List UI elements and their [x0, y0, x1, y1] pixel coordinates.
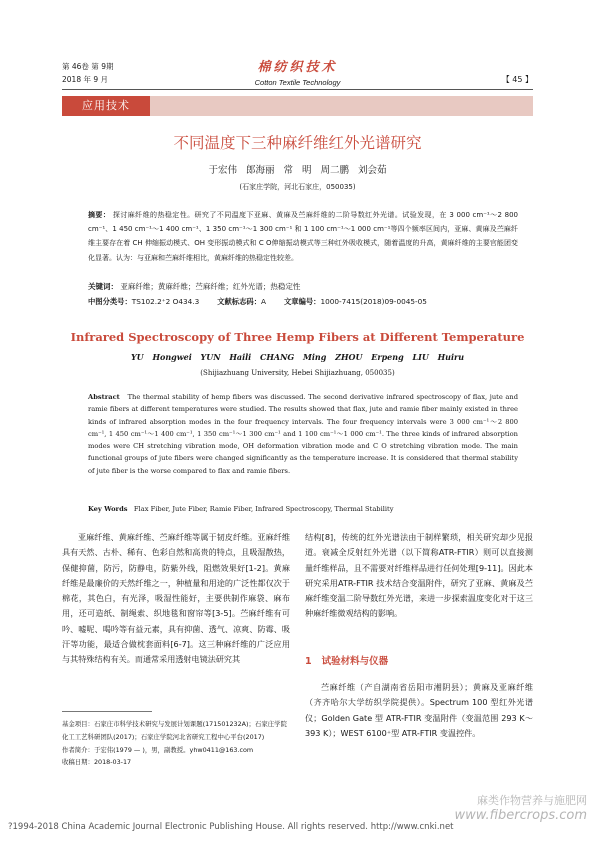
footnote: [62, 718, 292, 769]
keywords-en: [88, 505, 518, 513]
section-heading-1: [305, 653, 388, 667]
watermark-cn: 麻类作物营养与施肥网: [477, 794, 587, 807]
keywords-cn-label: 关键词：: [88, 282, 118, 291]
paper-title-en: Infrared Spectroscopy of Three Hemp Fibers at Different Temperature: [70, 330, 525, 344]
keywords-en-label: Key Words: [88, 505, 128, 513]
section-title: 试验材料与仪器: [321, 656, 389, 667]
authors-cn: 于宏伟 郎海丽 常 明 周二鹏 刘会茹: [208, 165, 387, 176]
clc-label: 中图分类号：: [88, 297, 132, 306]
abstract-cn: [88, 208, 518, 265]
keywords-cn: [88, 281, 518, 292]
section-number: 1: [305, 656, 312, 667]
header-divider: [62, 89, 533, 90]
fund-info: 基金项目：石家庄市科学技术研究与发展计划课题(171501232A)；石家庄学院化工工艺科研团队(2017)；石家庄学院河北省研究工程中心平台(2017): [62, 720, 287, 741]
abstract-cn-label: 摘要：: [88, 211, 111, 219]
affiliation-en: (Shijiazhuang University, Hebei Shijiazhuang, 050035): [200, 369, 395, 377]
footnote-divider: [62, 711, 152, 712]
clc-value: TS102.2⁺2 O434.3: [131, 297, 200, 306]
journal-masthead: [180, 56, 415, 87]
article-number: [284, 297, 427, 307]
article-label: 文章编号：: [284, 297, 321, 306]
body-text-left: 亚麻纤维、黄麻纤维、苎麻纤维等属于韧皮纤维。亚麻纤维具有天然、古朴、稀有、色彩自然和高贵的特点，且吸湿散热，保健抑菌，防污，防静电，防紫外线，阻燃效果好[1-2]。黄麻纤维是最廉价的天然纤维之一，种植量和用途的广泛性都仅次于棉花，其色白，有光泽，吸湿性能好，主要供制作麻袋、麻布用，还可造纸、制绳索、织地毯和窗帘等[3-5]。苎麻纤维有可吟、嘘呢、喝吟等有益元素，具有抑菌、透气、凉爽、防霉、吸汗等功能，最适合做枕套面料[6-7]。这三种麻纤维的广泛应用与其特殊结构有关。而通常采用透射电镜法研究其: [62, 532, 290, 665]
journal-logo: 棉纺织技术: [257, 60, 338, 75]
copyright-line: ?1994-2018 China Academic Journal Electronic Publishing House. All rights reserved. http://www.cnki.net: [8, 822, 454, 832]
author-info: 作者简介：于宏伟(1979 — )，男，副教授。yhw0411@163.com: [62, 745, 254, 754]
abstract-en: [88, 391, 518, 477]
volume-label: 第 46卷 第 9期: [62, 62, 114, 71]
abstract-cn-text: 探讨麻纤维的热稳定性。研究了不同温度下亚麻、黄麻及苎麻纤维的二阶导数红外光谱。试验发现，在 3 000 cm⁻¹～2 800 cm⁻¹、1 450 cm⁻¹～1 400 cm⁻¹、1 350 cm⁻¹～1 300 cm⁻¹ 和 1 100 cm⁻¹～1 000 cm⁻¹等四个频率区间内，亚麻、黄麻及苎麻纤维主要存在着 CH 伸缩振动模式、OH 变形振动模式和 C O伸缩振动模式等三种红外吸收模式，随着温度的升高，黄麻纤维的主要官能团变化显著。认为：与亚麻和苎麻纤维相比，黄麻纤维的热稳定性较差。: [88, 211, 519, 262]
authors-en: YU Hongwei YUN Haili CHANG Ming ZHOU Erpeng LIU Huiru: [130, 352, 465, 362]
paper-title-cn: 不同温度下三种麻纤维红外光谱研究: [173, 134, 422, 152]
body-text-right: 结构[8]，传统的红外光谱法由于制样繁琐，相关研究却少见报道。衰减全反射红外光谱（以下简称ATR-FTIR）则可以直接测量纤维样品，且不需要对纤维样品进行任何处理[9-11]。因此本研究采用ATR-FTIR 技术结合变温附件，研究了亚麻、黄麻及苎麻纤维变温二阶导数红外光谱，来进一步探索温度变化对于这三种麻纤维微观结构的影响。: [305, 532, 533, 619]
affiliation-cn: (石家庄学院，河北石家庄，050035): [239, 183, 356, 191]
page-number: 【 45 】: [501, 75, 533, 84]
clc-code: [88, 297, 199, 307]
keywords-en-text: Flax Fiber, Jute Fiber, Ramie Fiber, Infrared Spectroscopy, Thermal Stability: [133, 505, 394, 513]
abstract-en-text: The thermal stability of hemp fibers was discussed. The second derivative infrared spectroscopy of flax, jute and ramie fibers at different temperatures were studied. The results showed that flax, jute and ramie fiber mainly existed in three kinds of infrared absorption modes in the four frequency intervals. The four frequency intervals were 3 000 cm⁻¹～2 800 cm⁻¹, 1 450 cm⁻¹～1 400 cm⁻¹, 1 350 cm⁻¹～1 300 cm⁻¹ and 1 100 cm⁻¹～1 000 cm⁻¹. The three kinds of infrared absorption modes were CH stretching vibration mode, OH deformation vibration mode and C O stretching vibration mode. The main functional groups of jute fibers were changed significantly as the temperature increase. It is considered that thermal stability of jute fiber is the worse compared to flax and ramie fibers.: [88, 393, 518, 475]
section-tag: 应用技术: [62, 96, 150, 116]
journal-name-en: Cotton Textile Technology: [254, 78, 341, 87]
classification-row: [88, 297, 518, 307]
keywords-cn-text: 亚麻纤维；黄麻纤维；苎麻纤维；红外光谱；热稳定性: [120, 282, 301, 291]
doc-label: 文献标志码：: [217, 297, 261, 306]
abstract-en-label: Abstract: [88, 393, 120, 401]
materials-text: 苎麻纤维（产自湖南省岳阳市湘阴县）；黄麻及亚麻纤维（齐齐哈尔大学纺织学院提供）。Spectrum 100 型红外光谱仪；Golden Gate 型 ATR-FTIR 变温附件（变温范围 293 K～393 K）；WEST 6100⁺型 ATR-FTIR 变温控件。: [305, 682, 533, 738]
received-date: 收稿日期：2018-03-17: [62, 758, 132, 767]
issue-info: [62, 60, 113, 86]
article-value: 1000-7415(2018)09-0045-05: [320, 297, 427, 306]
site-watermark: [454, 792, 587, 823]
watermark-url: www.fibercrops.com: [454, 808, 587, 823]
doc-value: A: [261, 297, 266, 306]
doc-code: [217, 297, 266, 307]
date-label: 2018 年 9 月: [62, 75, 109, 84]
